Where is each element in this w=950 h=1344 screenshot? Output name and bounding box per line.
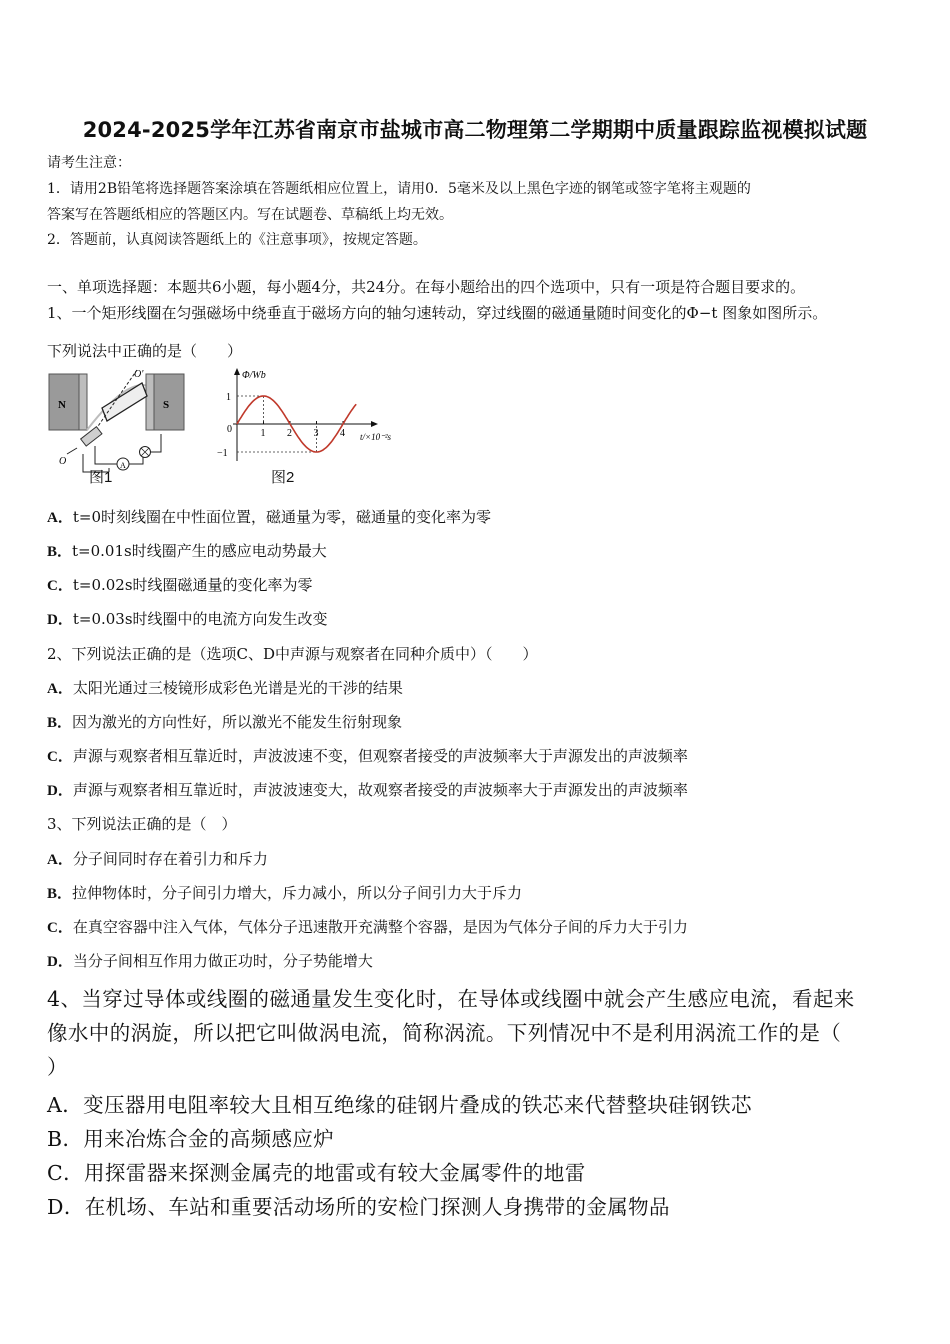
q4-stem-line-1: 4、当穿过导体或线圈的磁通量发生变化时，在导体或线圈中就会产生感应电流，看起来 bbox=[47, 987, 855, 1011]
figure-2-phi-t-chart bbox=[215, 366, 405, 466]
q3-stem: 3、下列说法正确的是（ ） bbox=[47, 815, 237, 833]
q1-stem-line-2: 下列说法中正确的是（ ） bbox=[47, 342, 243, 360]
x-axis-label: t/×10⁻²s bbox=[360, 432, 392, 442]
label-n: N bbox=[58, 399, 66, 411]
q4-option-d: D．在机场、车站和重要活动场所的安检门探测人身携带的金属物品 bbox=[47, 1195, 670, 1219]
section-heading: 一、单项选择题：本题共6小题，每小题4分，共24分。在每小题给出的四个选项中，只有一项是符合题目要求的。 bbox=[47, 278, 806, 296]
q3-option-a: A．分子间同时存在着引力和斥力 bbox=[47, 850, 268, 868]
x-tick-label: 4 bbox=[340, 428, 345, 439]
label-o-prime: O' bbox=[134, 369, 144, 380]
q2-option-d: D．声源与观察者相互靠近时，声波波速变大，故观察者接受的声波频率大于声源发出的声波频率 bbox=[47, 781, 688, 799]
q4-option-a: A．变压器用电阻率较大且相互绝缘的硅钢片叠成的铁芯来代替整块硅钢铁芯 bbox=[47, 1093, 752, 1117]
origin-label: 0 bbox=[227, 424, 232, 435]
notice-line-1: 1．请用2B铅笔将选择题答案涂填在答题纸相应位置上，请用0．5毫米及以上黑色字迹的钢笔或签字笔将主观题的 bbox=[47, 181, 751, 197]
y-tick-label: 1 bbox=[226, 392, 231, 403]
q4-option-b: B．用来冶炼合金的高频感应炉 bbox=[47, 1127, 335, 1151]
figure-1-caption: 图1 bbox=[89, 469, 113, 486]
x-tick-label: 2 bbox=[287, 428, 292, 439]
notice-line-3: 2．答题前，认真阅读答题纸上的《注意事项》，按规定答题。 bbox=[47, 232, 427, 248]
y-axis-label: Φ/Wb bbox=[242, 370, 266, 381]
label-s: S bbox=[163, 399, 170, 411]
figure-2-caption: 图2 bbox=[271, 469, 295, 486]
q1-option-c: C．t=0.02s时线圈磁通量的变化率为零 bbox=[47, 576, 313, 594]
q1-stem-line-1: 1、一个矩形线圈在匀强磁场中绕垂直于磁场方向的轴匀速转动，穿过线圈的磁通量随时间变化的Φ−t 图象如图所示。 bbox=[47, 304, 828, 322]
y-tick-label: −1 bbox=[217, 448, 228, 459]
page-title: 2024-2025学年江苏省南京市盐城市高二物理第二学期期中质量跟踪监视模拟试题 bbox=[82, 118, 868, 142]
notice-line-2: 答案写在答题纸相应的答题区内。写在试题卷、草稿纸上均无效。 bbox=[47, 207, 453, 223]
q2-option-b: B．因为激光的方向性好，所以激光不能发生衍射现象 bbox=[47, 713, 403, 731]
label-a: A bbox=[120, 461, 126, 470]
q4-stem-line-3: ） bbox=[47, 1055, 68, 1079]
q2-stem: 2、下列说法正确的是（选项C、D中声源与观察者在同种介质中）（ ） bbox=[47, 645, 538, 663]
q4-option-c: C．用探雷器来探测金属壳的地雷或有较大金属零件的地雷 bbox=[47, 1161, 586, 1185]
q4-stem-line-2: 像水中的涡旋，所以把它叫做涡电流，简称涡流。下列情况中不是利用涡流工作的是（ bbox=[47, 1021, 842, 1045]
x-tick-label: 1 bbox=[260, 428, 266, 439]
q3-option-b: B．拉伸物体时，分子间引力增大，斥力减小，所以分子间引力大于斥力 bbox=[47, 884, 523, 902]
notice-heading: 请考生注意： bbox=[47, 155, 131, 171]
q2-option-a: A．太阳光通过三棱镜形成彩色光谱是光的干涉的结果 bbox=[47, 679, 403, 697]
figure-1-generator-diagram bbox=[47, 368, 197, 488]
q3-option-d: D．当分子间相互作用力做正功时，分子势能增大 bbox=[47, 952, 373, 970]
q1-option-b: B．t=0.01s时线圈产生的感应电动势最大 bbox=[47, 542, 327, 560]
q1-option-a: A．t=0时刻线圈在中性面位置，磁通量为零，磁通量的变化率为零 bbox=[47, 508, 491, 526]
label-o: O bbox=[59, 456, 67, 467]
q3-option-c: C．在真空容器中注入气体，气体分子迅速散开充满整个容器，是因为气体分子间的斥力大于引力 bbox=[47, 918, 688, 936]
q2-option-c: C．声源与观察者相互靠近时，声波波速不变，但观察者接受的声波频率大于声源发出的声波频率 bbox=[47, 747, 688, 765]
q1-option-d: D．t=0.03s时线圈中的电流方向发生改变 bbox=[47, 610, 328, 628]
x-tick-label: 3 bbox=[313, 428, 319, 439]
